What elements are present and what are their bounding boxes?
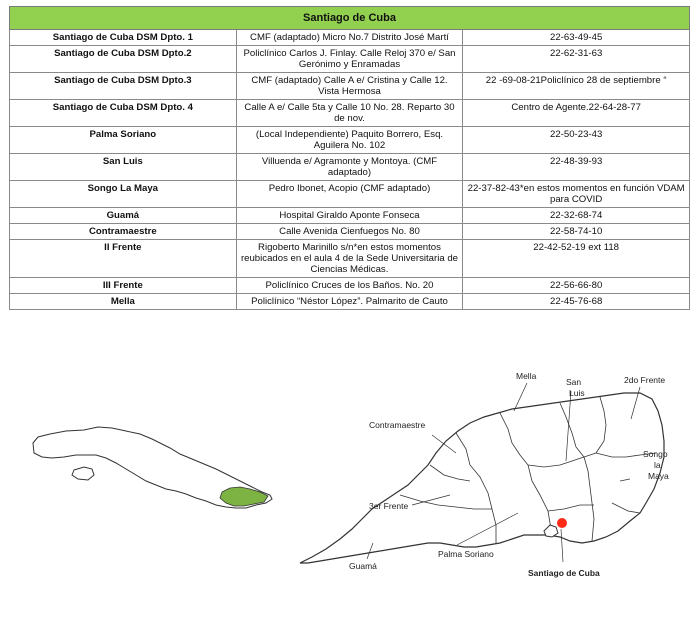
table-row: [10, 30, 690, 46]
municipality-table: [9, 6, 690, 310]
row-address-cell: Villuenda e/ Agramonte y Montoya. (CMF adaptado): [236, 154, 463, 181]
map-figure: [0, 345, 700, 639]
row-phone-cell: 22-48-39-93: [463, 154, 690, 181]
cuba-island-map: [33, 427, 272, 508]
row-address-cell: CMF (adaptado) Micro No.7 Distrito José Martí: [236, 30, 463, 46]
table-row: [10, 224, 690, 240]
row-area-cell: Santiago de Cuba DSM Dpto. 4: [10, 100, 237, 127]
row-area-cell: Palma Soriano: [10, 127, 237, 154]
row-phone-cell: 22-37-82-43*en estos momentos en función VDAM para COVID: [463, 181, 690, 208]
info-table-container: [9, 6, 690, 310]
label-palma-soriano: Palma Soriano: [438, 549, 494, 559]
row-address-cell: Calle Avenida Cienfuegos No. 80: [236, 224, 463, 240]
label-san-luis-line1: San: [566, 377, 582, 387]
row-area-cell: San Luis: [10, 154, 237, 181]
label-tercer-frente: 3er Frente: [369, 501, 409, 511]
table-row: [10, 278, 690, 294]
province-outline: [300, 393, 664, 563]
row-address-cell: Policlínico Carlos J. Finlay. Calle Reloj 370 e/ San Gerónimo y Enramadas: [236, 46, 463, 73]
row-address-cell: Pedro Ibonet, Acopio (CMF adaptado): [236, 181, 463, 208]
row-area-cell: Contramaestre: [10, 224, 237, 240]
row-phone-cell: 22-50-23-43: [463, 127, 690, 154]
row-phone-cell: 22-45-76-68: [463, 294, 690, 310]
table-row: [10, 181, 690, 208]
row-area-cell: Guamá: [10, 208, 237, 224]
row-address-cell: CMF (adaptado) Calle A e/ Cristina y Calle 12. Vista Hermosa: [236, 73, 463, 100]
label-songo-line2: la: [654, 460, 661, 470]
row-address-cell: Rigoberto Marinillo s/n*en estos momentos reubicados en el aula 4 de la Sede Universitaria de Ciencias Médicas.: [236, 240, 463, 278]
row-phone-cell: 22-58-74-10: [463, 224, 690, 240]
table-row: [10, 127, 690, 154]
table-title: Santiago de Cuba: [10, 7, 690, 30]
isla-juventud: [72, 467, 94, 480]
santiago-city-marker: [557, 518, 567, 528]
row-area-cell: Santiago de Cuba DSM Dpto.2: [10, 46, 237, 73]
table-row: [10, 208, 690, 224]
row-address-cell: Hospital Giraldo Aponte Fonseca: [236, 208, 463, 224]
row-phone-cell: 22-56-66-80: [463, 278, 690, 294]
province-map: [300, 371, 670, 578]
row-area-cell: Santiago de Cuba DSM Dpto.3: [10, 73, 237, 100]
table-row: [10, 154, 690, 181]
table-row: [10, 240, 690, 278]
table-body: [10, 30, 690, 310]
row-area-cell: III Frente: [10, 278, 237, 294]
row-phone-cell: 22-62-31-63: [463, 46, 690, 73]
table-row: [10, 294, 690, 310]
label-segundo-frente: 2do Frente: [624, 375, 666, 385]
table-row: [10, 100, 690, 127]
row-area-cell: Santiago de Cuba DSM Dpto. 1: [10, 30, 237, 46]
label-san-luis-line2: Luis: [569, 388, 585, 398]
row-phone-cell: 22 -69-08-21Policlínico 28 de septiembre “: [463, 73, 690, 100]
map-svg: [0, 345, 700, 639]
row-area-cell: II Frente: [10, 240, 237, 278]
label-songo-line1: Songo: [643, 449, 668, 459]
row-phone-cell: Centro de Agente.22-64-28-77: [463, 100, 690, 127]
row-phone-cell: 22-42-52-19 ext 118: [463, 240, 690, 278]
label-san-luis: [566, 377, 585, 398]
label-contramaestre: Contramaestre: [369, 420, 426, 430]
row-address-cell: (Local Independiente) Paquito Borrero, Esq. Aguilera No. 102: [236, 127, 463, 154]
row-area-cell: Mella: [10, 294, 237, 310]
label-songo-line3: Maya: [648, 471, 669, 481]
label-santiago-de-cuba: Santiago de Cuba: [528, 568, 600, 578]
row-address-cell: Policlínico “Néstor López”. Palmarito de Cauto: [236, 294, 463, 310]
row-address-cell: Calle A e/ Calle 5ta y Calle 10 No. 28. Reparto 30 de nov.: [236, 100, 463, 127]
table-row: [10, 46, 690, 73]
label-guama: Guamá: [349, 561, 377, 571]
row-address-cell: Policlínico Cruces de los Baños. No. 20: [236, 278, 463, 294]
table-title-row: [10, 7, 690, 30]
row-phone-cell: 22-63-49-45: [463, 30, 690, 46]
row-area-cell: Songo La Maya: [10, 181, 237, 208]
label-mella: Mella: [516, 371, 537, 381]
table-row: [10, 73, 690, 100]
row-phone-cell: 22-32-68-74: [463, 208, 690, 224]
